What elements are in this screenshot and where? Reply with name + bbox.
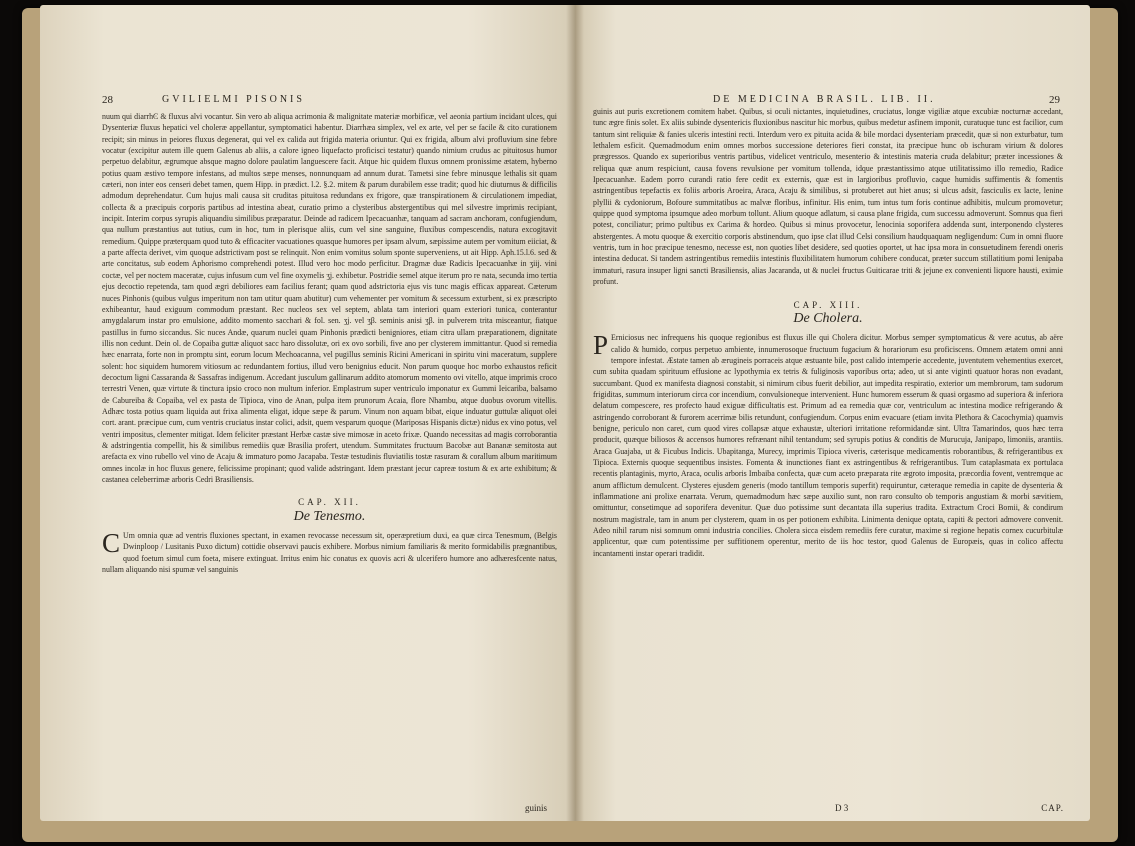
chapter-13-label: CAP. XIII.	[793, 299, 863, 310]
right-running-title: DE MEDICINA BRASIL. LIB. II.	[713, 94, 936, 105]
right-page	[575, 5, 1090, 821]
chapter-12-label: CAP. XII.	[298, 497, 361, 508]
left-page-number: 28	[102, 94, 113, 106]
left-dropcap: C	[102, 528, 121, 559]
right-signature-mark: D 3	[835, 803, 849, 813]
left-running-title: GVILIELMI PISONIS	[162, 94, 305, 105]
left-paragraph-1: nuum qui diarrhϾ & fluxus alvi vocantur. Sin vero ab aliqua acrimonia & malignitate materiæ morbificæ, vel aeonia partium incidant ulces, qui Dysenteriæ fluxus hepatici vel choleræ appellantur, symptomatici habentur. Diarrhæa simplex, vel ex arte, vel per se facile & cito curationem recipit; sin minus in peiores fluxus degenerat, qui vel ex calida aut frigida materia oriuntur. Qui ex frigida, album alvi profluvium sine febre vocatur (excipitur autem ille quem Galenus ab aliis, a calore igneo liquefacto proficisci testatur) quando nimium crudus ac pituitosus humor perpetuo delabitur, ægrumque absque magno dolore paulatim languescere facit. Atque hic quidem fluxus omnem pronissime ætatem, hyberno potius quam æstivo tempore infestans, ad multos sæpe menses, nonnunquam ad annum durat. Tametsi sine febre minusque lethalis sit quam cæteri, non inter eos censeri debet tamen, quem Hipp. in prædict. l.2. §.2. mitem & parum durabilem esse tradit; quod hic diuturnus & difficilis admodum deprehendatur. Cum hujus mali causa sit cruditas pituitosa redundans ex frigore, quæ transpirationem & circulationem impediat, collecta & a præcipuis corporis partibus ad intestina abeat, curatio primo a clysteribus abstergentibus qui mel silvestre imprimis recipiant, incipit. Interim corpus syrupis aliquandiu similibus præparatur. Deinde ad radicem Ipecacuanhæ, tanquam ad sacram anchoram, confugiendum, qua nullum præstantius aut tutius, cum in hoc, tum in plerisque aliis, cum vel sine sanguine, fluxibus compescendis, natura excogitavit remedium. Quippe præterquam quod tuto & efficaciter vacuationes quasque humores per ipsam alvum, sæpissime autem per vomitum eiiciat, & a parte affecta derivet, vim quoque adstrictivam post se relinquit. Non enim vomitus solum sponte superveniens, ut ait Hipp. Aph.15.l.6. sed & arte concitatus, sub eodem Aphorismo comprehendi potest. Illud vero hoc modo perficitur. Dragmæ duæ Radicis Ipecacuanhæ in ʒiij. vini coctæ, vel per noctem maceratæ, cujus infusum cum vel fine oxymelis ʒj. exhibetur. Postridie semel atque iterum pro re nata, secunda imo tertia ejus decoctio repetenda, tam quod ægri debiliores eam facilius ferant; quam quod adstrictoria ejus vis tunc magis efficax appareat. Cæterum nuces Pinhonis (quibus vulgus imperitum non tam utitur quam abutitur) cum vehementer per vomitum & secessum exturbent, si ex præscripto exhibeantur, haud exiguum commodum præstant. Rec nucleos sex vel septem, ablata tam interiori quam exteriori tunica, conterantur amygdalarum instar pro emulsione, addito momento sacchari & fol. sen. ʒj. vel ʒβ. seminis anisi ʒβ. in pulverem trita misceantur, fiatque pastillus in furno siccandus. Sic nuces Andæ, quarum nuclei quam Pinhonis prædicti benigniores, etiam citra ullam præparationem, dignitate illis non cedunt. Dein ol. de Copaiba guttæ aliquot sacc haro dissolutæ, ori ex ovo sorbili, five ano per clysterem immittantur. Quod si remedia hæc enarrata, forte non in promptu sint, eorum locum Mechoacanna, vel pugillus seminis Ricini Americani in spiritu vini maceratum, supplere solent: hoc siquidem humorem vitiosum ac redundantem fortius, illud vero benignius educit. Non parum quoque hoc morbo exhaustos reficit decoctum ligni Cassaranda & Sassafras indigenum. Accedant jusculum gallinarum addito atomorum momento ovi vitello, atque imprimis croco terrestri Venen, quæ virtute & tinctura ipsio croco non multum inferior. Emplastrum super ventriculo imponatur ex Gummi Ieicariba, balsamo de Cabureiba & Copaiba, vel ex pasta de Tipioca, vino de Anan, pulpa item prunorum Acaia, flore Nhambu, atque duobus ovorum vitellis. Adhæc tosta potius quam liquida aut frixa alimenta eligat, idque sæpe & parum. Vinum non aquam bibat, eique induatur guttulæ aliquot olei cort. arant. præcipue cum, cum ventris cruciatus instar colici, adsit, quem vesparum quoque (Mariposas Hispanis dictæ) nidus ex vino potus, vel ventri impositus, clementer mitigat. Idem feliciter præstant Herbæ castæ sive mimosæ in aceto frixæ. Quando necessitas ad magis corroborantia & adstringentia compellit, his & similibus remediis quæ Brasilia profert, utendum. Summitates fructuum Bacobæ aut Bananæ semitosta aut arefacta ex vino rubello vel vino de Acaju & immaturo pomo Jacapaba. Testæ testudinis fluviatilis tostæ rasuram & corallum album maritimum omnes incolæ in hoc fluxus genere, felicissime propinant; quod valide adstringant. Idem præstant jecur capreæ tostum & ex arte exhibitum; & castanea celeberrimæ arboris Cedri Brasiliensis.	[102, 112, 557, 484]
right-dropcap: P	[593, 330, 609, 361]
left-page-body	[102, 111, 557, 575]
book-gutter	[566, 5, 584, 821]
right-paragraph-2-text: Erniciosus nec infrequens his quoque regionibus est fluxus ille qui Cholera dicitur. Morbus semper symptomaticus & vere acutus, ab aëre calido & humido, corpus perpetuo ambiente, innumerosoque fructuum fugacium & horariorum esu proficiscens. Omnem ætatem omni anni tempore infestat. Æstate tamen ab ærugineis porraceis atque æstuante bile, post calido intemperie accedente, juventutem vehementius exercet, cum subita quadam spirituum effusione ac lypothymia ex tetris & fuliginosis vaporibus orta; adeo, ut si ante viginti quatuor horas non evadant, succumbant. Quod ex manifesta diagnosi constabit, si nimirum cibus fuerit debilior, aut impedita respiratio, exterior um membrorum, tam sudorum frigiditas, summum interiorum circa cor incendium, convulsioneque intervenient. Hunc humorem esserum & quasi orgasmo ad superiora & inferiora delatum compescere, res profecto haud exiguæ difficultatis est. Primum ad ea remedia quæ cor, ventriculum ac intestina modice refrigerando & astringendo corroborant & furorem acerrimæ bilis retundunt, confugiendum. Corpus enim evacuare (etiam invita Plethora & Cacochymia) quamvis benigne, periculo non caret, cum quod vires collapsæ atque exhaustæ, ulteriori irritatione reformidandæ sint. Ultra Tamarindos, quos hæc terra producit, quæque biliosos & accensos humores refrænant nihil tentandum; sed syrupis potius & conditis de Murucuja, Janipapo, limoniis, arantiis. Araca Guajaba, ut & Ficubus Indicis. Ubapitanga, Murecy, imprimis Tipioca viveris, cæterisque medicamentis roborantibus, & refrigerantibus ex Tipioca. Externis quoque sequentibus insistes. Fomenta & inunctiones fiant ex astringentibus & refrigerantibus. Tum cataplasmata ex portulaca recentis plantaginis, myrto, Araca, oculis arboris Imbaiba confecta, quæ cum aceto præparata rite ægroto imposita, præcordia fovent, ventremque ac anum afflictum demulcent. Clysteres ejusdem generis (modo tantillum temporis superfit) requiruntur, cæteraque remedia in capite de dysenteria & inflammatione ani prolixe enarrata. Verum, quemadmodum hæc sæpe auxilio sunt, non raro consulto ob temporis angustiam & morbi sævitiem, omittuntur, consetimque ad soporifera devenitur. Quæ duo potissime sunt decantata illa superius tradita. Extractum Croci Bomii, & condirum nostrum magistrale, tam in anum per clysterem, quam in os per potionem exhibita. Linimenta denique optata, capiti & pectori admovere convenit. Adeo nihil rarum nisi somnum omni industria concilies. Cholera sicca eisdem remediis fere curatur, maxime si regione hepatis cornex cucurbitulæ applicentur, quæ cum potentissime per suffitionem operentur, merito de iis hoc testor, quod Galenus de Europæis, quas in colico affectu incantamenti instar operari tradidit.	[593, 333, 1063, 558]
right-catchword: CAP.	[1041, 803, 1064, 813]
left-catchword: guinis	[524, 803, 547, 813]
right-page-body	[593, 106, 1063, 559]
left-paragraph-2-text: Um omnia quæ ad ventris fluxiones spectant, in examen revocasse necessum sit, operæpretium duxi, ea quæ circa Tenesmum, (Belgis Dwinploop / Lusitanis Puxo dictum) cottidie observavi paucis exhibere. Morbus nimium familiaris & merito formidabilis prægnantibus, quod foetum simul cum foeta, misere extinguat. Irritus enim hic conatus ex quovis acri & ulcerifero humore ano adhæresfcente natus, nullam aliquando nisi spumæ vel sanguinis	[102, 531, 557, 575]
chapter-12-title: De Tenesmo.	[293, 508, 366, 524]
right-page-number: 29	[1049, 94, 1060, 106]
chapter-13-title: De Cholera.	[793, 310, 863, 326]
left-page	[40, 5, 575, 821]
right-paragraph-1: guinis aut puris excretionem comitem habet. Quibus, si oculi nictantes, inquietudines, cruciatus, longæ vigiliæ atque excubiæ nocturnæ accedant, tunc ægre finis solet. Ex aliis subinde dysentericis fluxionibus nascitur hic morbus, quibus medetur asfinem imponit, curatuque tunc est facilior, cum tantum sint reliquiæ & fanies ulceris intestini recti. Interdum vero ex pituita acida & bile mordaci dysenteriam præcedit, quæ si non exturbatur, tum lethalem esficit. Quemadmodum enim omnes morbos successione deteriores fieri constat, ita præcipue hunc ob ischuram virium & dolores prægressos. Quando ex superioribus ventris partibus, videlicet ventriculo, mesenterio & intestinis materia cruda delabitur; præter incessiones & reliqua quæ anum respiciunt, causa fovens revulsione per vomitum tollenda, idque præstantissimo atque utilitatissimo illo remedio, Radice Ipecacuanhæ. Eadem porro curandi ratio fere cedit ex externis, quæ est in largioribus profluvio, caque humidis suffimentis & fomentis astringentibus tepefactis ex foliis arboris Aroeira, Araca, Acaju & similibus, si protuberet aut hiet anus; si ulcus adsit, fasciculis ex lacte, lenine plyllii & cydoniorum, Bofoure summitatibus ac malvæ floribus, infinitur. His enim, tum intus tum foris continue adhibitis, mulcum promovetur; quippe quod symptoma ipsumque adeo morbum tollunt. Alium quoque adlatum, si causa plane frigida, cum successu admoverunt. Somnus qua fieri potest, conciliatur; primo pultibus ex Carima & hordeo. Quibus si minus provocetur, lenocinia soporifera addenda sunt, interponendo clysteres abstergentes. A motu quoque & exercitio corporis abstinendum, quo ipse clat illud Celsi consilium haudquaquam negligendum: Cum in omni fluore ventris, tum in hoc præcipue tenesmo, necesse est, non quoties libet desidere, sed quoties oportet, ut hac ipsa mora in consuetudinem ferendi oneris intestina deducat. Si tandem astringentibus remediis intestinis fluxibilitatem humorum cohibere conducat, præter succum stillatitium pomi Ienipaba immaturi, rasura insuper ligni sancti Brasiliensis, alias Jacaranda, ut & nuclei fructus Guiticarae triti & jejune ex convenienti liquore hausti, eximie profunt.	[593, 107, 1063, 287]
right-paragraph-2	[593, 332, 1063, 559]
left-paragraph-2	[102, 530, 557, 575]
